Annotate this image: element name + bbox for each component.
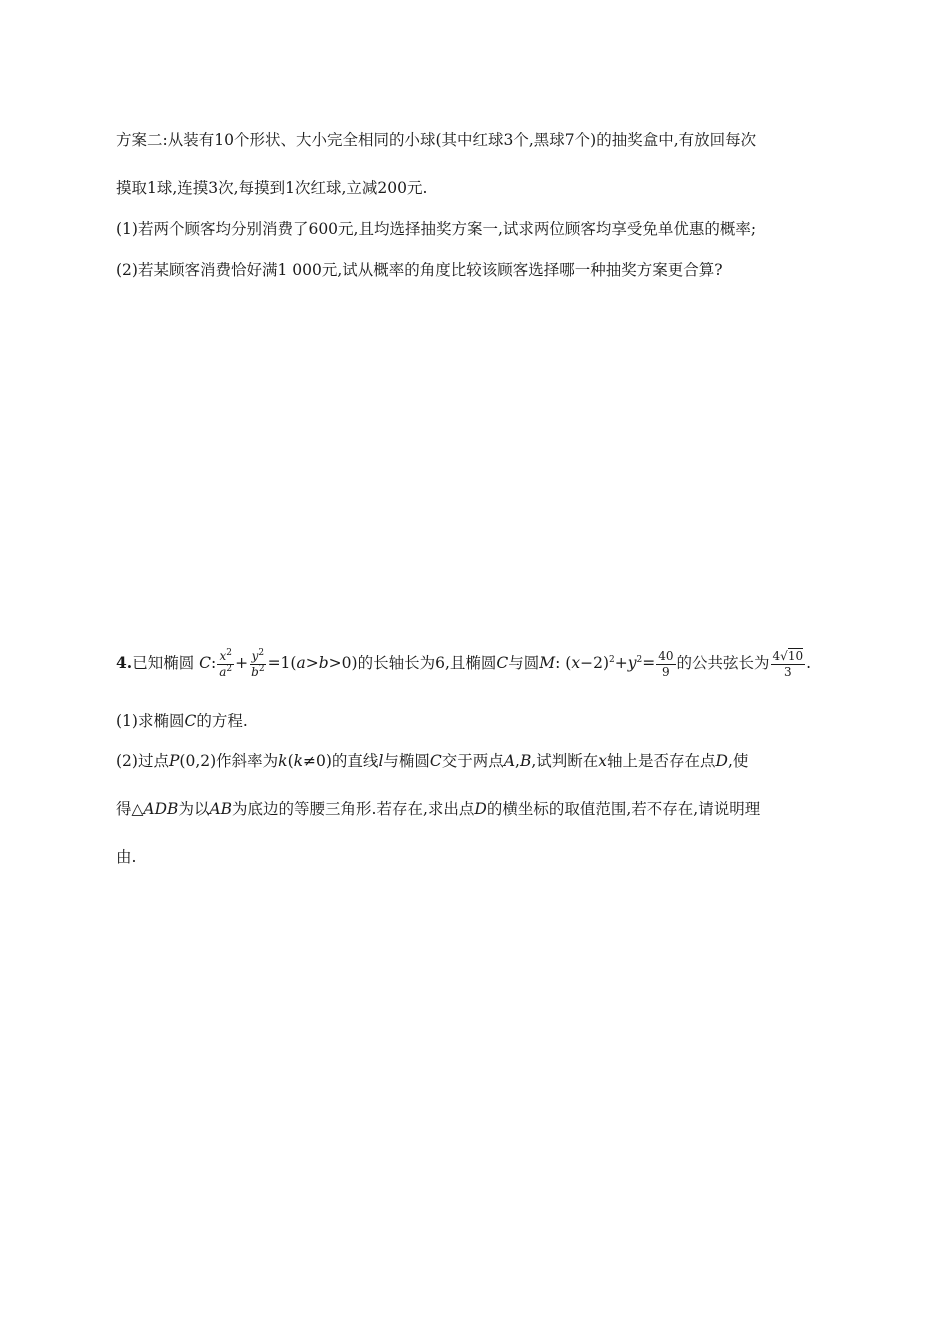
p2-l: l: [378, 752, 384, 770]
text-circle: 与圆: [508, 654, 540, 672]
p2-D: D: [715, 752, 728, 770]
plan2-line2: 摸取1球,连摸3次,每摸到1次红球,立减200元.: [116, 179, 428, 197]
q4-part1: [116, 710, 248, 732]
circle-plus: +: [614, 654, 628, 672]
q3-part1: (1)若两个顾客均分别消费了600元,且均选择抽奖方案一,试求两位顾客均享受免单优惠的概率;: [116, 220, 757, 238]
cond-a: a: [296, 654, 306, 672]
sqrt-value: 10: [787, 648, 804, 663]
ellipse-var: C: [199, 654, 212, 672]
cond-open: (: [290, 654, 297, 672]
p2-P: P: [168, 752, 180, 770]
circle-eq: =: [642, 654, 656, 672]
circle-var: M: [539, 654, 556, 672]
p2-l2-b: 为以: [178, 800, 210, 818]
frac-num: [250, 649, 267, 665]
exp: 2: [226, 663, 233, 674]
text-long-axis: 的长轴长为6,且椭圆: [357, 654, 497, 672]
plan2-line1: 方案二:从装有10个形状、大小完全相同的小球(其中红球3个,黑球7个)的抽奖盒中,有放回每次: [116, 131, 757, 149]
cond-gt: >: [305, 654, 319, 672]
p2-l2-d: 的横坐标的取值范围,若不存在,请说明理: [486, 800, 761, 818]
p2-ADB: ADB: [143, 800, 179, 818]
frac-40-9: [656, 649, 675, 680]
a-var: a: [219, 664, 227, 679]
p2-l2-a: 得△: [116, 800, 144, 818]
exp: 2: [258, 647, 265, 658]
p2-comma: ,: [515, 752, 520, 770]
p2-a: (2)过点: [116, 752, 169, 770]
chord-coef: 4: [772, 648, 781, 663]
part1-post: 的方程.: [196, 712, 248, 730]
circle-minus: −2): [580, 654, 609, 672]
frac-num: [771, 649, 806, 665]
p2-A: A: [503, 752, 516, 770]
y-var: y: [251, 648, 259, 663]
q4-line1: [116, 645, 811, 681]
cond-b: b: [318, 654, 329, 672]
p2-g: ,试判断在: [531, 752, 599, 770]
frac-num: 40: [658, 648, 674, 663]
exp: 2: [226, 647, 232, 658]
frac-den: 9: [662, 664, 670, 679]
p2-k2: k: [293, 752, 304, 770]
frac-chord: [771, 649, 806, 680]
p2-e: 与椭圆: [383, 752, 430, 770]
frac-den: [217, 665, 234, 680]
p2-l2-c: 为底边的等腰三角形.若存在,求出点: [232, 800, 475, 818]
p2-b: (0,2)作斜率为: [179, 752, 279, 770]
p2-B: B: [519, 752, 532, 770]
b-var: b: [251, 664, 259, 679]
colon: :: [211, 654, 217, 672]
p2-c: (: [287, 752, 294, 770]
cond-gt0: >0): [328, 654, 358, 672]
p2-f: 交于两点: [441, 752, 504, 770]
plus-sign: +: [235, 654, 249, 672]
frac-den: [249, 665, 266, 680]
q4-part2-line1: [116, 750, 748, 772]
p2-i: ,使: [727, 752, 749, 770]
p2-D2: D: [474, 800, 487, 818]
ellipse-var-2: C: [496, 654, 509, 672]
frac-x2-a2: [217, 649, 234, 680]
part1-C: C: [184, 712, 197, 730]
period: .: [806, 654, 812, 672]
frac-num: [217, 649, 234, 665]
circle-x: x: [571, 654, 581, 672]
q4-number: 4.: [116, 653, 133, 672]
x-var: x: [219, 648, 227, 663]
p2-AB: AB: [209, 800, 233, 818]
p2-x: x: [598, 752, 608, 770]
p2-d: ≠0)的直线: [303, 752, 379, 770]
q4-part2-line2: [116, 798, 760, 820]
frac-y2-b2: [249, 649, 266, 680]
circle-open: : (: [555, 654, 572, 672]
eq-one: =1: [267, 654, 291, 672]
q4-part2-line3: 由.: [116, 848, 137, 866]
circle-y: y: [627, 654, 637, 672]
p2-h: 轴上是否存在点: [607, 752, 716, 770]
p2-k: k: [278, 752, 288, 770]
text-chord: 的公共弦长为: [676, 654, 770, 672]
part1-pre: (1)求椭圆: [116, 712, 185, 730]
circle-exp: 2: [609, 654, 615, 665]
exp: 2: [258, 663, 265, 674]
p2-C: C: [429, 752, 442, 770]
q3-part2: (2)若某顾客消费恰好满1 000元,试从概率的角度比较该顾客选择哪一种抽奖方案更合算?: [116, 261, 723, 279]
sqrt-symbol: √: [780, 648, 788, 663]
q4-intro: 已知椭圆: [132, 654, 195, 672]
frac-den: 3: [784, 664, 792, 679]
circle-exp-y: 2: [636, 654, 643, 665]
